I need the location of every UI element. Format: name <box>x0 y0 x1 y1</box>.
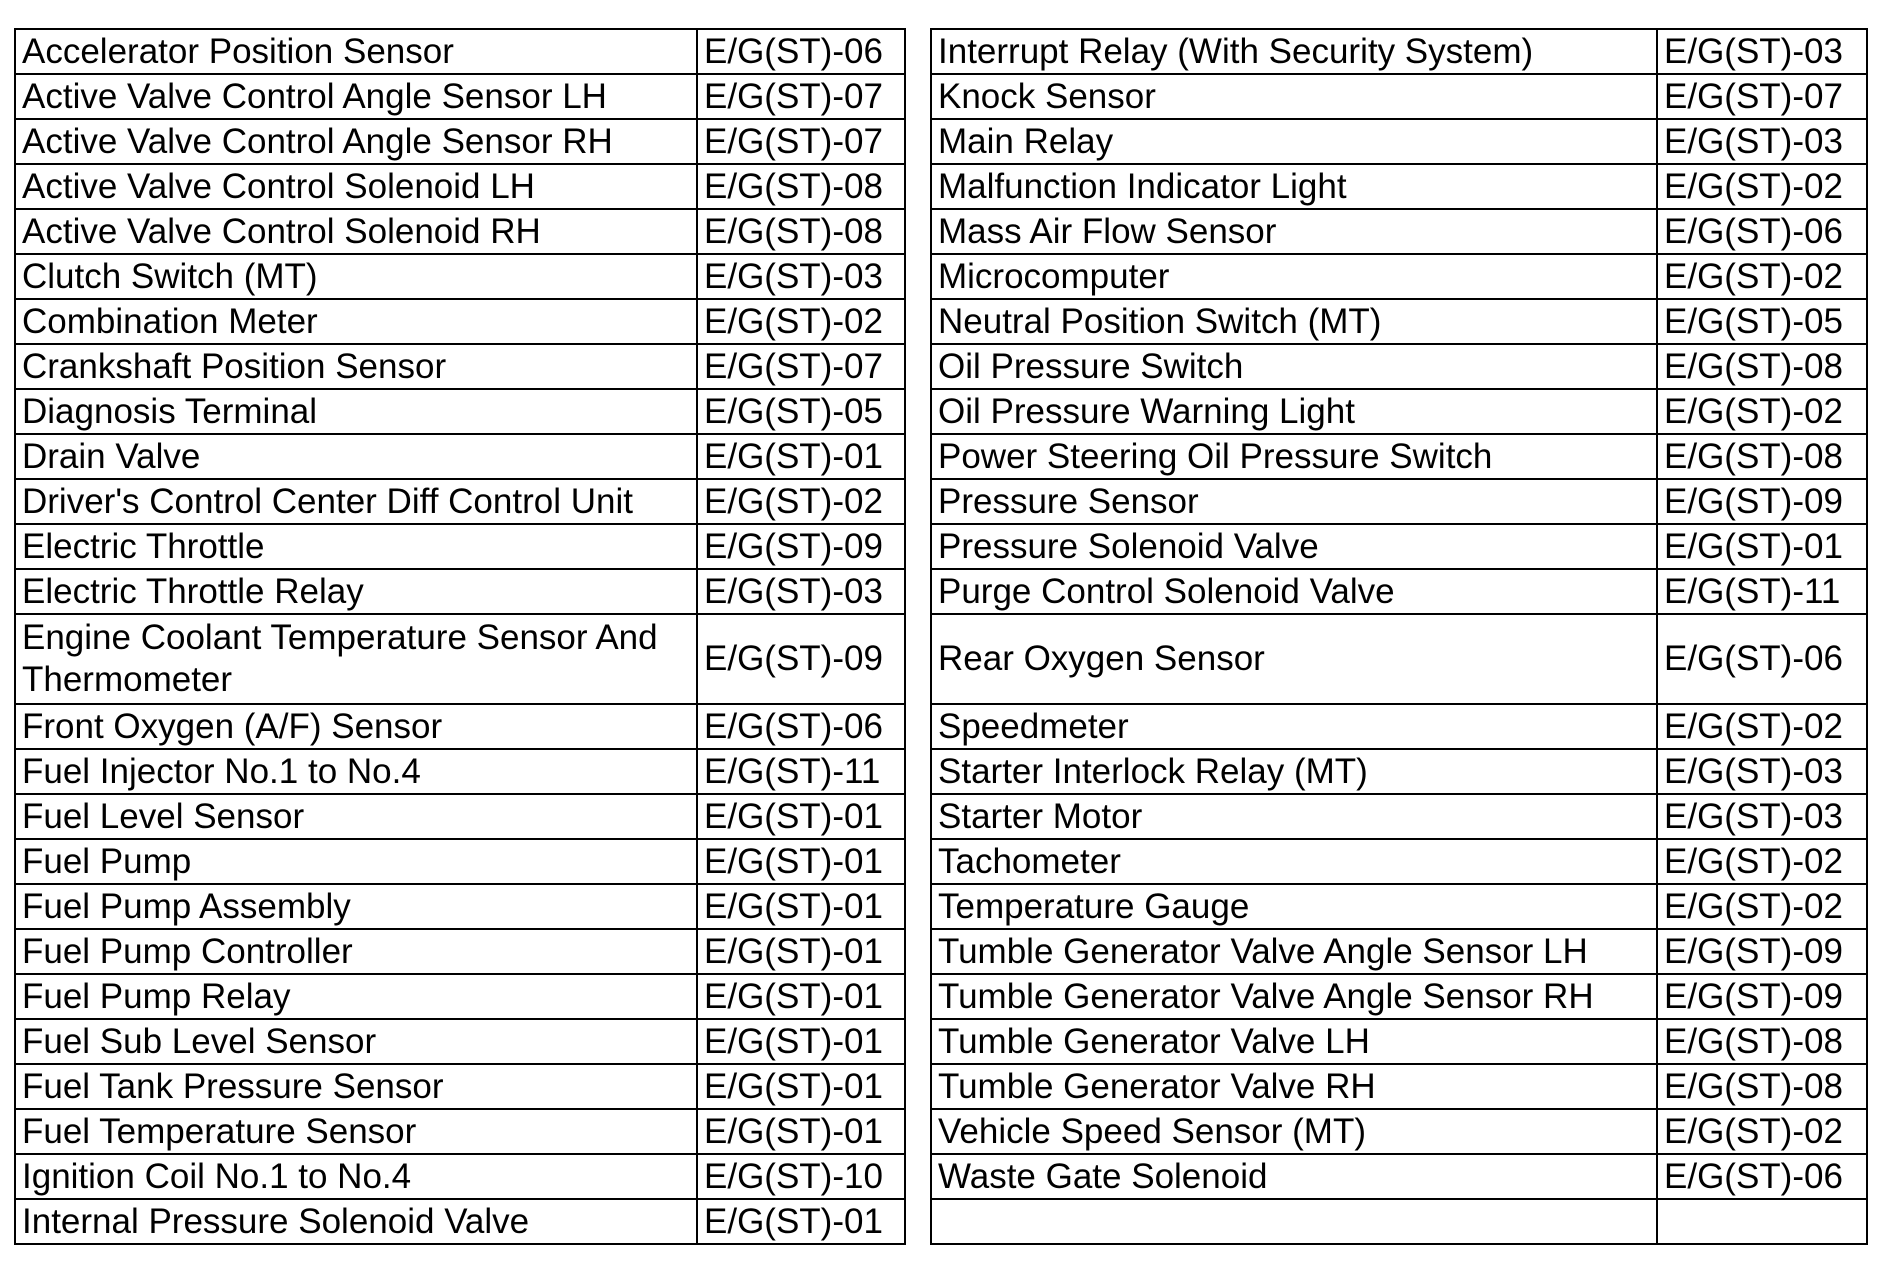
page-code-left: E/G(ST)-05 <box>697 389 905 434</box>
column-gap <box>905 1109 931 1154</box>
column-gap <box>905 569 931 614</box>
component-name-right: Tachometer <box>931 839 1657 884</box>
page-code-right: E/G(ST)-11 <box>1657 569 1867 614</box>
page-code-left: E/G(ST)-09 <box>697 614 905 704</box>
page-code-right: E/G(ST)-06 <box>1657 614 1867 704</box>
index-row <box>15 1019 1867 1064</box>
column-gap <box>905 119 931 164</box>
page-code-right: E/G(ST)-02 <box>1657 704 1867 749</box>
page-code-left: E/G(ST)-01 <box>697 1019 905 1064</box>
page-code-right: E/G(ST)-09 <box>1657 929 1867 974</box>
page-code-left: E/G(ST)-01 <box>697 434 905 479</box>
component-name-left: Fuel Injector No.1 to No.4 <box>15 749 697 794</box>
page-code-right: E/G(ST)-03 <box>1657 749 1867 794</box>
index-row <box>15 929 1867 974</box>
component-name-right: Starter Interlock Relay (MT) <box>931 749 1657 794</box>
column-gap <box>905 164 931 209</box>
component-name-right: Vehicle Speed Sensor (MT) <box>931 1109 1657 1154</box>
column-gap <box>905 614 931 704</box>
page-code-right: E/G(ST)-08 <box>1657 434 1867 479</box>
index-row <box>15 29 1867 74</box>
component-name-left: Fuel Pump Assembly <box>15 884 697 929</box>
component-name-right: Oil Pressure Switch <box>931 344 1657 389</box>
page-code-left: E/G(ST)-02 <box>697 299 905 344</box>
component-name-left: Internal Pressure Solenoid Valve <box>15 1199 697 1244</box>
column-gap <box>905 1019 931 1064</box>
component-name-right: Pressure Sensor <box>931 479 1657 524</box>
component-name-left: Driver's Control Center Diff Control Unit <box>15 479 697 524</box>
component-name-right: Main Relay <box>931 119 1657 164</box>
page-code-right: E/G(ST)-02 <box>1657 254 1867 299</box>
column-gap <box>905 749 931 794</box>
column-gap <box>905 299 931 344</box>
component-name-right: Tumble Generator Valve Angle Sensor RH <box>931 974 1657 1019</box>
index-row <box>15 1064 1867 1109</box>
component-name-right: Tumble Generator Valve LH <box>931 1019 1657 1064</box>
page-code-right: E/G(ST)-03 <box>1657 29 1867 74</box>
page-code-right <box>1657 1199 1867 1244</box>
index-table-body <box>15 29 1867 1244</box>
component-name-right: Starter Motor <box>931 794 1657 839</box>
index-row <box>15 884 1867 929</box>
component-name-right: Pressure Solenoid Valve <box>931 524 1657 569</box>
component-name-left: Diagnosis Terminal <box>15 389 697 434</box>
column-gap <box>905 1064 931 1109</box>
component-name-left: Fuel Level Sensor <box>15 794 697 839</box>
page-code-left: E/G(ST)-01 <box>697 1109 905 1154</box>
column-gap <box>905 344 931 389</box>
page-code-left: E/G(ST)-09 <box>697 524 905 569</box>
page-code-right: E/G(ST)-08 <box>1657 1064 1867 1109</box>
page-code-left: E/G(ST)-07 <box>697 74 905 119</box>
page-code-right: E/G(ST)-07 <box>1657 74 1867 119</box>
component-name-left: Fuel Pump <box>15 839 697 884</box>
page-code-left: E/G(ST)-01 <box>697 929 905 974</box>
component-name-left: Fuel Temperature Sensor <box>15 1109 697 1154</box>
page-code-left: E/G(ST)-01 <box>697 1199 905 1244</box>
component-name-left: Fuel Sub Level Sensor <box>15 1019 697 1064</box>
page-code-right: E/G(ST)-02 <box>1657 164 1867 209</box>
component-name-left: Active Valve Control Solenoid RH <box>15 209 697 254</box>
index-row <box>15 164 1867 209</box>
index-row <box>15 1154 1867 1199</box>
column-gap <box>905 1199 931 1244</box>
component-name-right: Waste Gate Solenoid <box>931 1154 1657 1199</box>
page-code-right: E/G(ST)-08 <box>1657 344 1867 389</box>
index-row <box>15 299 1867 344</box>
page-code-left: E/G(ST)-06 <box>697 704 905 749</box>
index-row <box>15 434 1867 479</box>
component-name-right: Temperature Gauge <box>931 884 1657 929</box>
component-name-left: Active Valve Control Angle Sensor LH <box>15 74 697 119</box>
column-gap <box>905 74 931 119</box>
page-code-left: E/G(ST)-01 <box>697 974 905 1019</box>
component-name-left: Fuel Pump Controller <box>15 929 697 974</box>
page-code-left: E/G(ST)-10 <box>697 1154 905 1199</box>
page-code-left: E/G(ST)-01 <box>697 884 905 929</box>
component-name-left: Electric Throttle Relay <box>15 569 697 614</box>
index-row <box>15 524 1867 569</box>
page-code-right: E/G(ST)-01 <box>1657 524 1867 569</box>
page-code-right: E/G(ST)-08 <box>1657 1019 1867 1064</box>
column-gap <box>905 29 931 74</box>
index-row <box>15 344 1867 389</box>
page-code-right: E/G(ST)-02 <box>1657 884 1867 929</box>
index-row <box>15 479 1867 524</box>
page-code-right: E/G(ST)-03 <box>1657 119 1867 164</box>
page-code-right: E/G(ST)-06 <box>1657 209 1867 254</box>
index-row <box>15 704 1867 749</box>
component-index-table <box>14 28 1868 1245</box>
column-gap <box>905 389 931 434</box>
component-name-left: Active Valve Control Solenoid LH <box>15 164 697 209</box>
index-row <box>15 74 1867 119</box>
page-code-left: E/G(ST)-08 <box>697 164 905 209</box>
component-name-left: Engine Coolant Temperature Sensor And Thermometer <box>15 614 697 704</box>
index-row <box>15 254 1867 299</box>
component-name-right: Knock Sensor <box>931 74 1657 119</box>
component-name-left: Crankshaft Position Sensor <box>15 344 697 389</box>
page-code-right: E/G(ST)-09 <box>1657 479 1867 524</box>
component-name-right: Microcomputer <box>931 254 1657 299</box>
component-name-right: Neutral Position Switch (MT) <box>931 299 1657 344</box>
index-row <box>15 569 1867 614</box>
component-name-left: Fuel Pump Relay <box>15 974 697 1019</box>
page-code-left: E/G(ST)-01 <box>697 839 905 884</box>
page-code-left: E/G(ST)-03 <box>697 569 905 614</box>
column-gap <box>905 794 931 839</box>
page-code-right: E/G(ST)-02 <box>1657 839 1867 884</box>
index-row <box>15 209 1867 254</box>
component-name-left: Ignition Coil No.1 to No.4 <box>15 1154 697 1199</box>
component-name-left: Fuel Tank Pressure Sensor <box>15 1064 697 1109</box>
component-name-left: Clutch Switch (MT) <box>15 254 697 299</box>
page-code-left: E/G(ST)-07 <box>697 119 905 164</box>
index-row <box>15 389 1867 434</box>
component-name-left: Combination Meter <box>15 299 697 344</box>
page-code-right: E/G(ST)-02 <box>1657 389 1867 434</box>
component-name-left: Active Valve Control Angle Sensor RH <box>15 119 697 164</box>
page-code-left: E/G(ST)-08 <box>697 209 905 254</box>
index-row <box>15 119 1867 164</box>
index-row <box>15 839 1867 884</box>
page-code-left: E/G(ST)-01 <box>697 794 905 839</box>
page-code-right: E/G(ST)-05 <box>1657 299 1867 344</box>
column-gap <box>905 479 931 524</box>
index-row <box>15 794 1867 839</box>
component-name-right: Speedmeter <box>931 704 1657 749</box>
column-gap <box>905 254 931 299</box>
column-gap <box>905 209 931 254</box>
column-gap <box>905 704 931 749</box>
column-gap <box>905 974 931 1019</box>
column-gap <box>905 839 931 884</box>
page-code-right: E/G(ST)-02 <box>1657 1109 1867 1154</box>
component-name-left: Drain Valve <box>15 434 697 479</box>
component-name-right: Purge Control Solenoid Valve <box>931 569 1657 614</box>
component-name-right: Malfunction Indicator Light <box>931 164 1657 209</box>
component-name-left: Electric Throttle <box>15 524 697 569</box>
page-code-left: E/G(ST)-11 <box>697 749 905 794</box>
component-name-right: Tumble Generator Valve Angle Sensor LH <box>931 929 1657 974</box>
component-name-right: Rear Oxygen Sensor <box>931 614 1657 704</box>
index-row <box>15 1109 1867 1154</box>
column-gap <box>905 929 931 974</box>
page-code-left: E/G(ST)-03 <box>697 254 905 299</box>
column-gap <box>905 524 931 569</box>
component-name-left: Accelerator Position Sensor <box>15 29 697 74</box>
page-code-left: E/G(ST)-02 <box>697 479 905 524</box>
index-row <box>15 614 1867 704</box>
component-name-right: Tumble Generator Valve RH <box>931 1064 1657 1109</box>
column-gap <box>905 884 931 929</box>
column-gap <box>905 434 931 479</box>
component-name-right <box>931 1199 1657 1244</box>
page-code-right: E/G(ST)-06 <box>1657 1154 1867 1199</box>
page-code-left: E/G(ST)-06 <box>697 29 905 74</box>
page-code-left: E/G(ST)-07 <box>697 344 905 389</box>
component-name-right: Mass Air Flow Sensor <box>931 209 1657 254</box>
component-name-left: Front Oxygen (A/F) Sensor <box>15 704 697 749</box>
component-name-right: Oil Pressure Warning Light <box>931 389 1657 434</box>
index-row <box>15 1199 1867 1244</box>
column-gap <box>905 1154 931 1199</box>
component-name-right: Interrupt Relay (With Security System) <box>931 29 1657 74</box>
component-name-right: Power Steering Oil Pressure Switch <box>931 434 1657 479</box>
index-row <box>15 974 1867 1019</box>
index-row <box>15 749 1867 794</box>
page-code-right: E/G(ST)-03 <box>1657 794 1867 839</box>
page-code-left: E/G(ST)-01 <box>697 1064 905 1109</box>
page-code-right: E/G(ST)-09 <box>1657 974 1867 1019</box>
